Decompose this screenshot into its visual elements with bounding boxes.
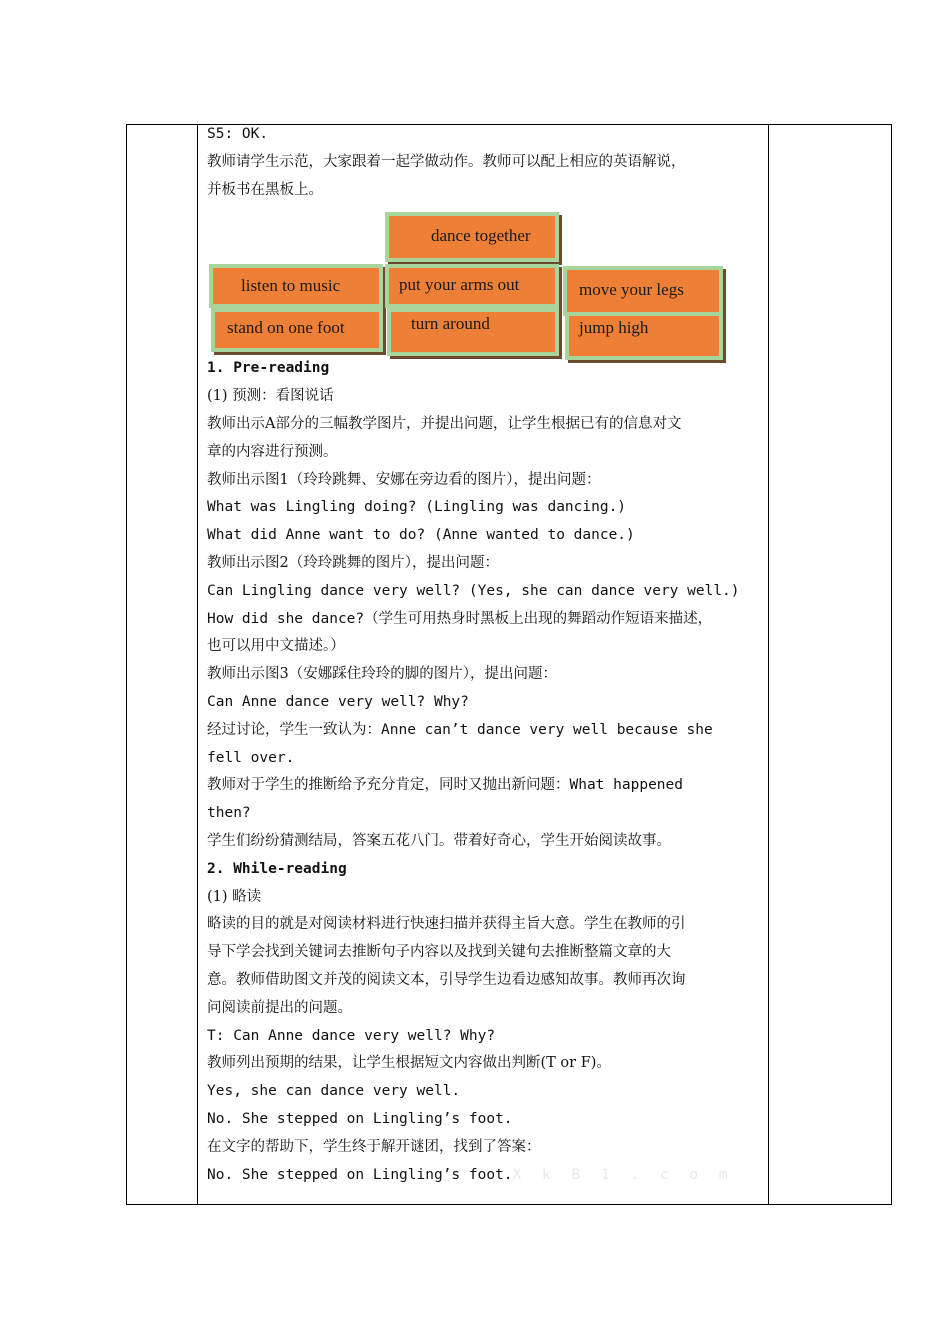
- lesson-content: [207, 125, 767, 1189]
- phrase-card-move-your-legs: move your legs: [563, 266, 723, 316]
- lesson-table: [126, 124, 892, 1205]
- text-line: T: Can Anne dance very well? Why?: [207, 1027, 496, 1044]
- phrase-card-stand-on-one-foot: stand on one foot: [211, 308, 383, 352]
- text-line: 学生们纷纷猜测结局，答案五花八门。带着好奇心，学生开始阅读故事。: [207, 832, 671, 849]
- text-line-last: [207, 1162, 767, 1190]
- phrase-card-turn-around: turn around: [387, 308, 559, 356]
- text-line: S5: OK.: [207, 126, 269, 142]
- text-line: 教师请学生示范，大家跟着一起学做动作。教师可以配上相应的英语解说，: [207, 153, 686, 170]
- text-line: 教师出示图2（玲玲跳舞的图片），提出问题：: [207, 554, 499, 571]
- action-phrase-diagram: [207, 204, 767, 364]
- phrase-card-put-your-arms-out: put your arms out: [385, 264, 559, 308]
- watermark: X k B 1 . c o m: [512, 1166, 734, 1183]
- text-line: 章的内容进行预测。: [207, 443, 338, 460]
- text-line: 教师出示图1（玲玲跳舞、安娜在旁边看的图片），提出问题：: [207, 471, 601, 488]
- text-line: No. She stepped on Lingling’s foot.: [207, 1110, 513, 1127]
- text-line: 问阅读前提出的问题。: [207, 999, 352, 1016]
- text-line: 教师出示图3（安娜踩住玲玲的脚的图片），提出问题：: [207, 666, 557, 683]
- text-line: (1) 预测：看图说话: [207, 388, 334, 405]
- text-line: 教师对于学生的推断给予充分肯定，同时又抛出新问题：What happened: [207, 777, 683, 794]
- text-line: No. She stepped on Lingling’s foot.: [207, 1166, 513, 1183]
- text-line: 导下学会找到关键词去推断句子内容以及找到关键句去推断整篇文章的大: [207, 944, 671, 961]
- phrase-card-listen-to-music: listen to music: [209, 264, 383, 308]
- text-line: 略读的目的就是对阅读材料进行快速扫描并获得主旨大意。学生在教师的引: [207, 916, 686, 933]
- text-line: 意。教师借助图文并茂的阅读文本，引导学生边看边感知故事。教师再次询: [207, 971, 686, 988]
- phrase-card-dance-together: dance together: [385, 212, 559, 262]
- text-line: 在文字的帮助下，学生终于解开谜团，找到了答案：: [207, 1138, 541, 1155]
- text-line: What was Lingling doing? (Lingling was dancing.): [207, 499, 627, 516]
- phrase-card-jump-high: jump high: [565, 312, 723, 360]
- text-line: Can Anne dance very well? Why?: [207, 693, 469, 710]
- text-line: fell over.: [207, 749, 295, 766]
- text-line: What did Anne want to do? (Anne wanted to dance.): [207, 527, 635, 544]
- text-line: Can Lingling dance very well? (Yes, she can dance very well.): [207, 582, 740, 599]
- text-line: 经过讨论，学生一致认为：Anne can’t dance very well because she: [207, 721, 713, 738]
- column-divider-left: [197, 125, 198, 1204]
- section-heading: 2. While-reading: [207, 860, 347, 877]
- text-line: 教师出示A部分的三幅教学图片，并提出问题，让学生根据已有的信息对文: [207, 415, 682, 432]
- text-line: 也可以用中文描述。）: [207, 638, 345, 655]
- text-line: How did she dance?（学生可用热身时黑板上出现的舞蹈动作短语来描述，: [207, 610, 713, 627]
- text-line: 教师列出预期的结果，让学生根据短文内容做出判断(T or F)。: [207, 1055, 611, 1072]
- section-heading: 1. Pre-reading: [207, 360, 330, 377]
- column-divider-right: [768, 125, 769, 1204]
- text-line: 并板书在黑板上。: [207, 181, 323, 198]
- text-line: (1) 略读: [207, 888, 262, 905]
- text-line: Yes, she can dance very well.: [207, 1083, 461, 1100]
- text-line: then?: [207, 805, 251, 822]
